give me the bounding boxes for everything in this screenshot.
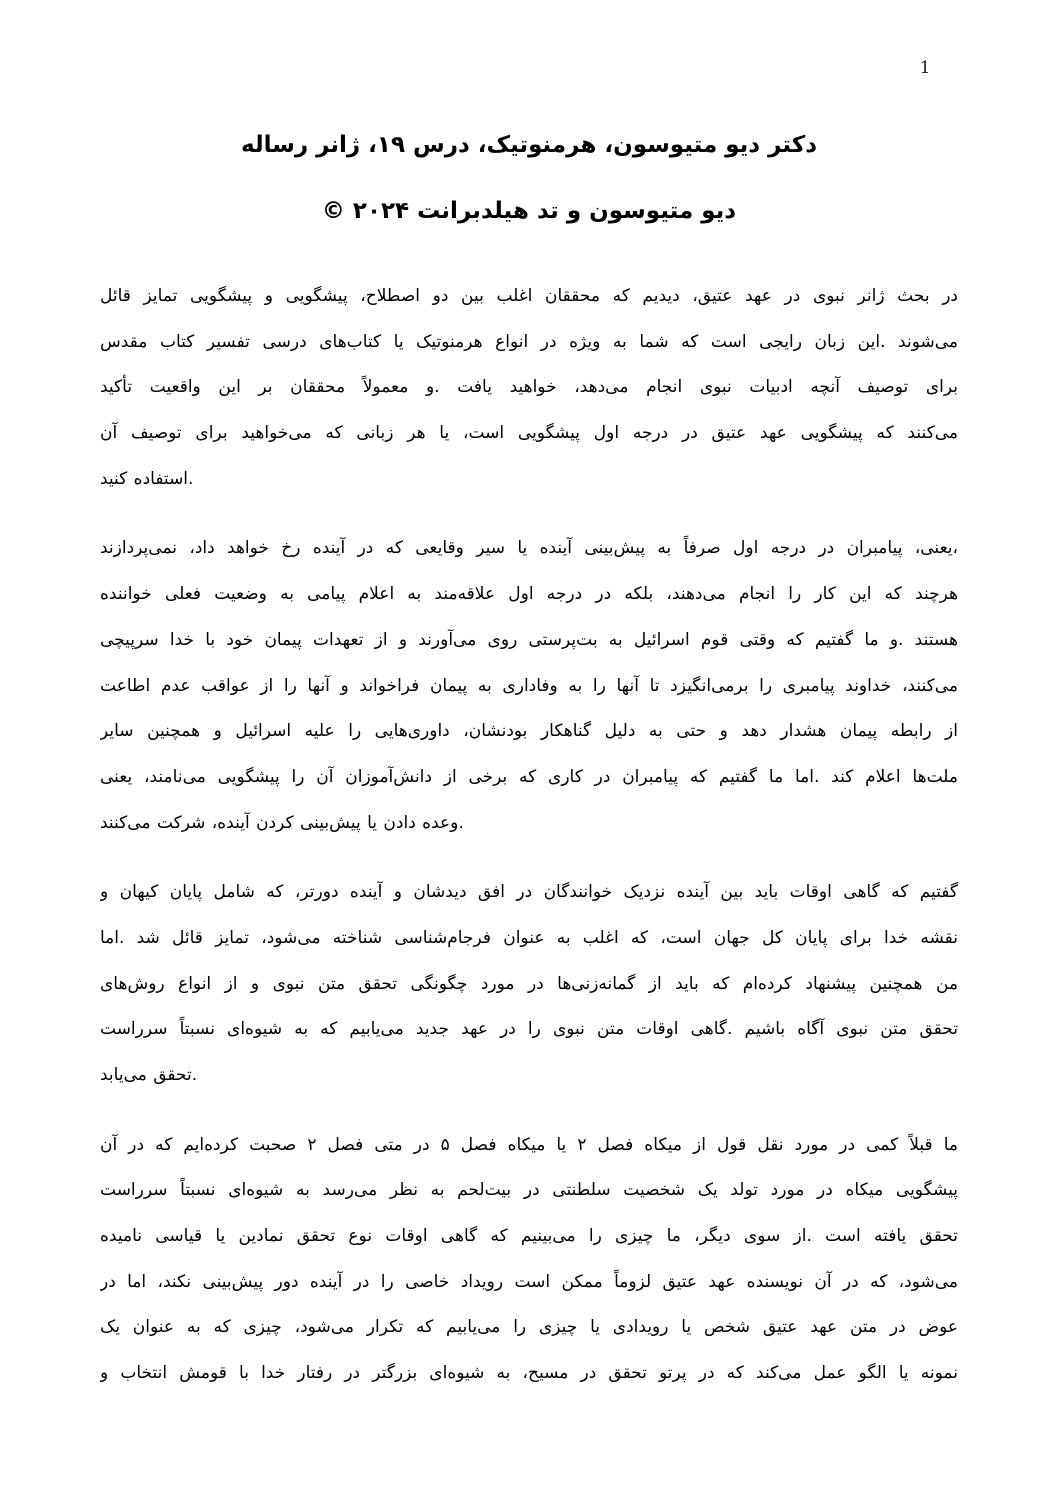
text-line: عوض در متن عهد عتیق شخص یا رویدادی یا چیزی را می‌یابیم که تکرار می‌شود، چیزی که به عنوان یک bbox=[100, 1317, 958, 1338]
title-line-1: دکتر دیو متیوسون، هرمنوتیک، درس ۱۹، ژانر رساله bbox=[241, 132, 817, 158]
page-number: 1 bbox=[919, 58, 931, 78]
text-line: تحقق یافته است .از سوی دیگر، ما چیزی را می‌بینیم که گاهی اوقات نوع تحقق نمادین یا قیاسی نامیده bbox=[100, 1226, 958, 1247]
text-line: نقشه خدا برای پایان کل جهان است، که اغلب به عنوان فرجام‌شناسی شناخته می‌شود، تمایز قائل شد .اما bbox=[100, 927, 958, 948]
text-line: ملت‌ها اعلام کند .اما ما گفتیم که پیامبران در کاری که برخی از دانش‌آموزان آن را پیشگویی می‌نامند، یعنی bbox=[100, 766, 958, 787]
text-line: من همچنین پیشنهاد کرده‌ام که باید از گمانه‌زنی‌ها در مورد چگونگی تحقق متن نبوی و از انواع روش‌های bbox=[100, 973, 958, 994]
body-paragraphs bbox=[100, 274, 958, 1421]
text-line: می‌کنند که پیشگویی عهد عتیق در درجه اول پیشگویی است، یا هر زبانی که می‌خواهید برای توصیف آن bbox=[100, 423, 958, 444]
paragraph bbox=[100, 870, 958, 1098]
text-line: .وعده دادن یا پیش‌بینی کردن آینده، شرکت می‌کنند bbox=[100, 812, 464, 833]
text-line: نمونه یا الگو عمل می‌کند که در پرتو تحقق در مسیح، به شیوه‌ای بزرگتر در رفتار خدا با قومش انتخاب و bbox=[100, 1363, 958, 1384]
text-line: تحقق متن نبوی آگاه باشیم .گاهی اوقات متن نبوی را در عهد جدید می‌یابیم که به شیوه‌ای نسبتاً سرراست bbox=[100, 1019, 958, 1040]
document-title bbox=[100, 112, 958, 244]
text-line: می‌شود، که در آن نویسنده عهد عتیق لزوماً ممکن است رویداد خاصی را در آینده دور پیش‌بینی نکند، اما در bbox=[100, 1271, 958, 1292]
paragraph bbox=[100, 274, 958, 502]
text-line: می‌شوند .این زبان رایجی است که شما به ویژه در انواع هرمنوتیک یا کتاب‌های درسی تفسیر کتاب مقدس bbox=[100, 331, 958, 352]
text-line: .تحقق می‌یابد bbox=[100, 1065, 198, 1085]
text-line: در بحث ژانر نبوی در عهد عتیق، دیدیم که محققان اغلب بین دو اصطلاح، پیشگویی و پیشگویی تمایز قائل bbox=[100, 286, 958, 306]
text-line: .استفاده کنید bbox=[100, 468, 194, 489]
paragraph bbox=[100, 1123, 958, 1397]
text-line: ما قبلاً کمی در مورد نقل قول از میکاه فصل ۲ یا میکاه فصل ۵ در متی فصل ۲ صحبت کرده‌ایم که در آن bbox=[100, 1134, 958, 1155]
text-line: از رابطه پیمان هشدار دهد و حتی به دلیل گناهکار بودنشان، داوری‌هایی را علیه اسرائیل و همچنین سایر bbox=[100, 721, 958, 742]
text-line: هستند .و ما گفتیم که وقتی قوم اسرائیل به بت‌پرستی روی می‌آورند و از تعهدات پیمان خود با خدا سرپیچی bbox=[100, 629, 958, 650]
paragraph bbox=[100, 526, 958, 846]
text-line: ،یعنی، پیامبران در درجه اول صرفاً به پیش‌بینی آینده یا سیر وقایعی که در آینده رخ خواهد داد، نمی‌پردازند bbox=[100, 538, 958, 559]
text-line: گفتیم که گاهی اوقات باید بین آینده نزدیک خوانندگان در افق دیدشان و آینده دورتر، که شامل پایان کیهان و bbox=[100, 882, 958, 903]
text-line: پیشگویی میکاه در مورد تولد یک شخصیت سلطنتی در بیت‌لحم به نظر می‌رسد به شیوه‌ای نسبتاً سرراست bbox=[100, 1180, 958, 1201]
text-line: می‌کنند، خداوند پیامبری را برمی‌انگیزد تا آنها را به وفاداری به پیمان فراخواند و آنها را از عواقب عدم اطاعت bbox=[100, 675, 958, 696]
text-line: برای توصیف آنچه ادبیات نبوی انجام می‌دهد، خواهید یافت .و معمولاً محققان بر این واقعیت تأکید bbox=[100, 377, 958, 398]
title-line-2: دیو متیوسون و تد هیلدبرانت ۲۰۲۴ © bbox=[321, 198, 737, 224]
text-line: هرچند که این کار را انجام می‌دهند، بلکه در درجه اول علاقه‌مند به اعلام پیامی به وضعیت فعلی خواننده bbox=[100, 584, 958, 605]
